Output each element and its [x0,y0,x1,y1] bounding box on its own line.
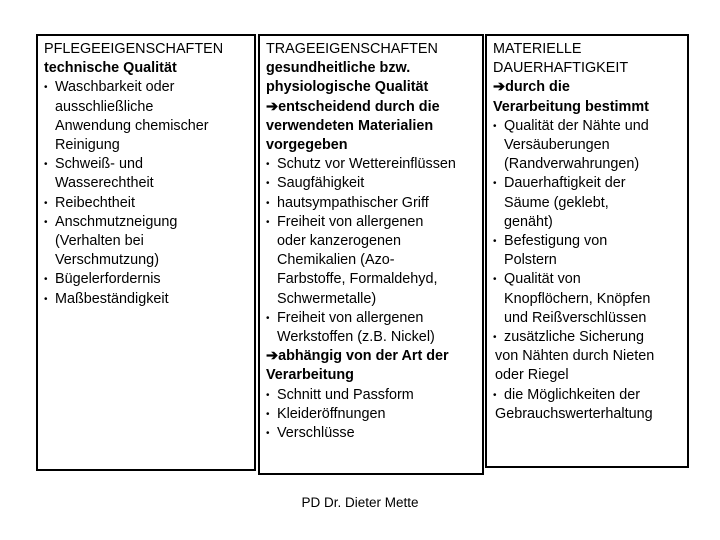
list-item-text: Saugfähigkeit [277,175,365,192]
list-item [493,386,681,405]
list-item-continuation: oder kanzerogenen [277,233,402,250]
bullet-icon: • [44,82,48,94]
list-item-continuation: Wasserechtheit [55,175,154,192]
list-item-text: Kleideröffnungen [277,405,386,422]
bullet-icon: • [44,159,48,171]
list-item-text: Freiheit von allergenen [277,309,424,326]
list-item-text: Anschmutzneigung [55,213,178,230]
arrow-icon: ➔ [266,348,279,365]
list-item [44,78,248,97]
footer-author: PD Dr. Dieter Mette [301,495,419,510]
list-item-continuation: genäht) [504,213,553,230]
column-heading-line: MATERIELLE [493,41,582,57]
list-item [493,174,681,193]
bullet-icon: • [266,408,270,420]
bullet-icon: • [493,236,497,248]
list-item-text: Schnitt und Passform [277,386,414,403]
list-item-text: Reibechtheit [55,194,135,211]
list-item-continuation: oder Riegel [495,367,569,384]
list-item-text: Schutz vor Wettereinflüssen [277,156,456,173]
list-item [266,405,476,424]
bullet-icon: • [493,178,497,190]
column-heading-line: DAUERHAFTIGKEIT [493,60,629,77]
arrow-note-line: verwendeten Materialien [266,117,434,134]
list-item-continuation: Chemikalien (Azo- [277,252,395,269]
bullet-list [266,155,476,347]
arrow-note-line: ➔entscheidend durch die [266,98,440,115]
list-item [44,290,248,309]
bullet-icon: • [44,197,48,209]
bullet-icon: • [44,274,48,286]
list-item-text: Waschbarkeit oder [55,79,175,96]
bullet-list [266,386,476,444]
bullet-list [44,78,248,308]
list-item [266,213,476,232]
list-item-continuation: Farbstoffe, Formaldehyd, [277,271,438,288]
arrow-note-line: ➔abhängig von der Art der [266,348,449,365]
list-item-continuation: Polstern [504,252,557,269]
bullet-icon: • [266,216,270,228]
list-item [493,232,681,251]
list-item-continuation: Säume (geklebt, [504,194,609,211]
bullet-icon: • [44,216,48,228]
list-item [266,174,476,193]
column-subheading-line: physiologische Qualität [266,79,429,96]
list-item-text: Qualität von [504,271,581,288]
column-trageeigenschaften [258,34,484,475]
column-materielle-dauerhaftigkeit [485,34,689,468]
list-item-continuation: Gebrauchswerterhaltung [495,405,653,422]
list-item [493,117,681,136]
bullet-icon: • [266,428,270,440]
bullet-icon: • [266,159,270,171]
list-item-continuation: und Reißverschlüssen [504,309,647,326]
column-heading: TRAGEEIGENSCHAFTEN [266,41,438,57]
list-item [493,328,681,347]
bullet-icon: • [44,293,48,305]
list-item-continuation: Schwermetalle) [277,290,377,307]
list-item-text: Verschlüsse [277,425,355,442]
bullet-icon: • [493,389,497,401]
arrow-note-line: vorgegeben [266,137,348,154]
column-subheading-line: gesundheitliche bzw. [266,60,411,77]
list-item [266,386,476,405]
list-item [266,194,476,213]
arrow-note-line: ➔durch die [493,79,570,96]
list-item [44,194,248,213]
list-item-continuation: (Verhalten bei [55,233,144,250]
list-item-text: Befestigung von [504,233,608,250]
list-item-text: die Möglichkeiten der [504,386,640,403]
arrow-note-line: Verarbeitung bestimmt [493,98,649,115]
list-item-text: hautsympathischer Griff [277,194,429,211]
bullet-icon: • [266,389,270,401]
bullet-icon: • [493,332,497,344]
list-item-text: Schweiß- und [55,156,143,173]
list-item-continuation: Reinigung [55,137,120,154]
list-item-text: Freiheit von allergenen [277,213,424,230]
list-item [266,155,476,174]
list-item-continuation: Anwendung chemischer [55,117,209,134]
list-item-text: Qualität der Nähte und [504,117,649,134]
list-item-continuation: von Nähten durch Nieten [495,348,655,365]
arrow-note-line: Verarbeitung [266,367,354,384]
list-item-text: Dauerhaftigkeit der [504,175,626,192]
list-item-text: Bügelerfordernis [55,271,161,288]
list-item-text: zusätzliche Sicherung [504,329,644,346]
list-item [44,213,248,232]
bullet-list [493,117,681,424]
list-item-continuation: (Randverwahrungen) [504,156,640,173]
list-item [266,309,476,328]
column-pflegeeigenschaften [36,34,256,471]
list-item [493,270,681,289]
list-item-text: Maßbeständigkeit [55,290,169,307]
column-subheading: technische Qualität [44,60,177,77]
bullet-icon: • [266,312,270,324]
list-item-continuation: ausschließliche [55,98,154,115]
list-item [266,424,476,443]
list-item-continuation: Versäuberungen [504,137,610,154]
bullet-icon: • [493,120,497,132]
list-item [44,270,248,289]
list-item-continuation: Knopflöchern, Knöpfen [504,290,651,307]
bullet-icon: • [266,178,270,190]
arrow-icon: ➔ [493,79,506,96]
list-item [44,155,248,174]
list-item-continuation: Verschmutzung) [55,252,159,269]
bullet-icon: • [493,274,497,286]
arrow-icon: ➔ [266,98,279,115]
list-item-continuation: Werkstoffen (z.B. Nickel) [277,329,435,346]
column-heading: PFLEGEEIGENSCHAFTEN [44,41,224,57]
bullet-icon: • [266,197,270,209]
